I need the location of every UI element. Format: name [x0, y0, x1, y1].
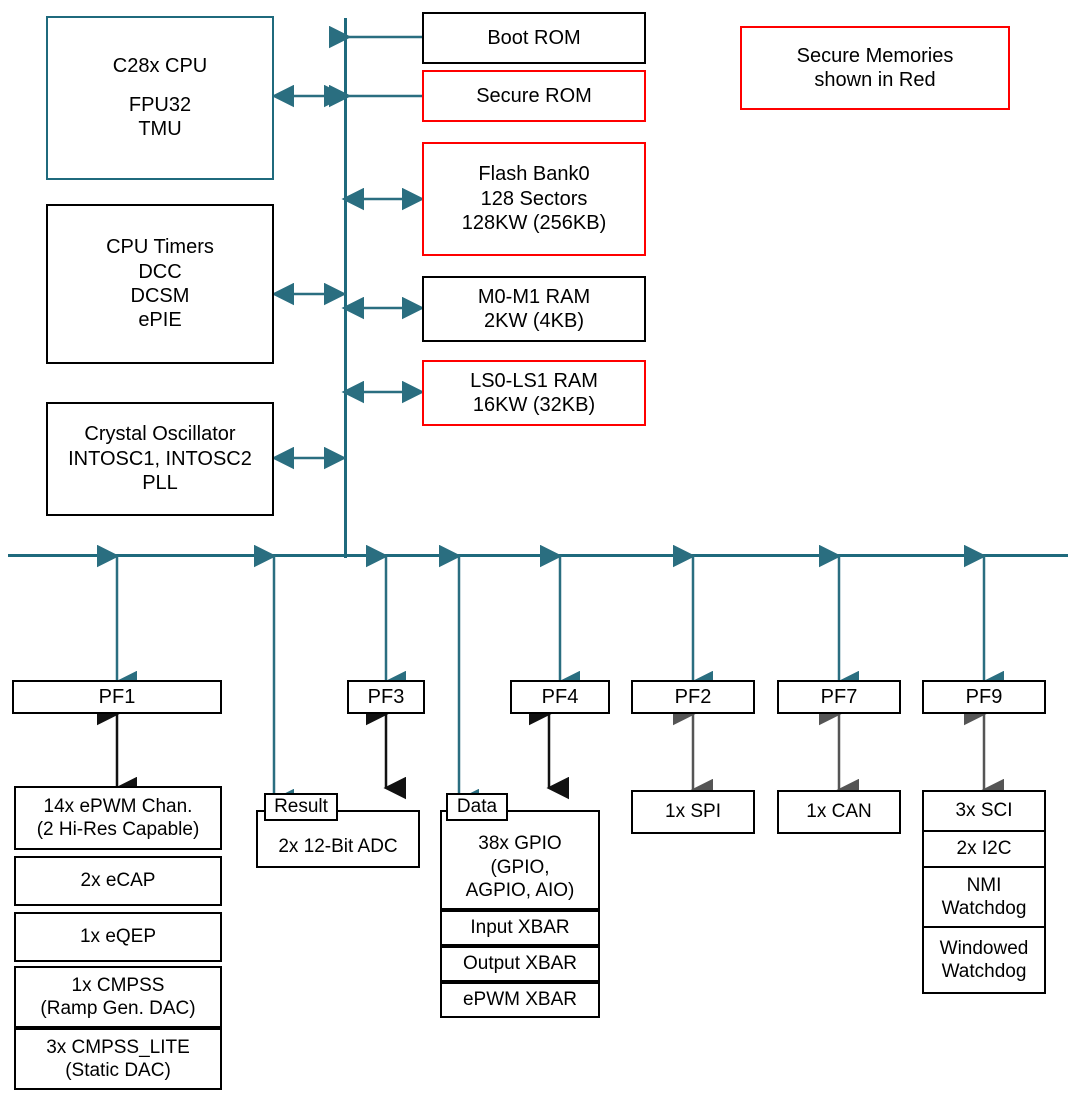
secure-rom-block — [422, 70, 646, 122]
output-xbar-label: Output XBAR — [462, 953, 578, 975]
c28x-cpu-block — [46, 16, 274, 180]
pf7-label: PF7 — [820, 685, 858, 708]
pf3-label: PF3 — [367, 685, 405, 708]
nmi-line-1: NMI — [966, 874, 1002, 896]
legend-line-1: Secure Memories — [796, 44, 954, 67]
pf4-block — [510, 680, 610, 714]
cpu-line-4: TMU — [138, 118, 182, 141]
cmpss-block — [14, 966, 222, 1028]
m0m1-line-2: 2KW (4KB) — [483, 310, 585, 332]
output-xbar-block — [440, 946, 600, 982]
gpio-line-2: (GPIO, — [490, 856, 550, 878]
epwm-line-2: (2 Hi-Res Capable) — [36, 819, 200, 840]
windowed-watchdog-block — [922, 926, 1046, 994]
crystal-oscillator-block — [46, 402, 274, 516]
gpio-line-3: AGPIO, AIO) — [465, 879, 575, 901]
data-label: Data — [456, 796, 498, 818]
windowed-line-2: Watchdog — [941, 961, 1027, 982]
cmpss-lite-line-1: 3x CMPSS_LITE — [46, 1036, 190, 1058]
nmi-watchdog-block — [922, 866, 1046, 928]
ls0ls1-line-1: LS0-LS1 RAM — [470, 369, 598, 392]
cmpss-lite-block — [14, 1028, 222, 1090]
flash-line-2: 128 Sectors — [480, 187, 588, 210]
adc-label: 2x 12-Bit ADC — [278, 835, 398, 857]
boot-rom-label: Boot ROM — [487, 26, 581, 49]
ecap-label: 2x eCAP — [80, 870, 156, 892]
m0-m1-ram-block — [422, 276, 646, 342]
gpio-line-1: 38x GPIO — [478, 833, 562, 855]
eqep-label: 1x eQEP — [79, 926, 157, 948]
i2c-block — [922, 830, 1046, 868]
pf9-block — [922, 680, 1046, 714]
pf1-block — [12, 680, 222, 714]
timers-line-4: ePIE — [138, 309, 182, 332]
can-block — [777, 790, 901, 834]
data-tag — [446, 793, 508, 821]
result-label: Result — [274, 796, 328, 818]
epwm-xbar-block — [440, 982, 600, 1018]
eqep-block — [14, 912, 222, 962]
peripheral-bus-horizontal — [8, 554, 1068, 557]
cpu-line-3: FPU32 — [128, 93, 192, 116]
can-label: 1x CAN — [806, 801, 872, 823]
timers-line-3: DCSM — [130, 285, 190, 307]
flash-bank0-block — [422, 142, 646, 256]
pf4-label: PF4 — [541, 685, 579, 708]
ls0ls1-line-2: 16KW (32KB) — [472, 394, 596, 416]
pf2-block — [631, 680, 755, 714]
memory-bus-vertical — [344, 18, 347, 558]
epwm-xbar-label: ePWM XBAR — [462, 989, 578, 1011]
input-xbar-label: Input XBAR — [470, 917, 570, 939]
pf1-label: PF1 — [98, 685, 136, 708]
spi-block — [631, 790, 755, 834]
pf9-label: PF9 — [965, 685, 1003, 708]
timers-line-2: DCC — [138, 260, 182, 283]
secure-rom-label: Secure ROM — [476, 84, 592, 107]
windowed-line-1: Windowed — [939, 937, 1029, 959]
legend-line-2: shown in Red — [814, 69, 936, 91]
timers-line-1: CPU Timers — [106, 236, 214, 259]
cpu-line-1: C28x CPU — [112, 55, 208, 78]
sci-block — [922, 790, 1046, 832]
osc-line-3: PLL — [142, 472, 178, 495]
flash-line-1: Flash Bank0 — [478, 163, 590, 186]
boot-rom-block — [422, 12, 646, 64]
cpu-timers-block — [46, 204, 274, 364]
sci-label: 3x SCI — [955, 800, 1013, 822]
i2c-label: 2x I2C — [956, 838, 1012, 860]
pf7-block — [777, 680, 901, 714]
result-tag — [264, 793, 338, 821]
spi-label: 1x SPI — [665, 801, 721, 823]
osc-line-1: Crystal Oscillator — [84, 423, 236, 446]
flash-line-3: 128KW (256KB) — [461, 212, 607, 235]
input-xbar-block — [440, 910, 600, 946]
pf2-label: PF2 — [674, 685, 712, 708]
gpio-block — [440, 810, 600, 910]
pf3-block — [347, 680, 425, 714]
cmpss-lite-line-2: (Static DAC) — [65, 1060, 171, 1081]
m0m1-line-1: M0-M1 RAM — [477, 285, 591, 308]
nmi-line-2: Watchdog — [941, 898, 1027, 919]
cmpss-line-1: 1x CMPSS — [71, 974, 165, 996]
epwm-line-1: 14x ePWM Chan. — [43, 795, 193, 817]
ls0-ls1-ram-block — [422, 360, 646, 426]
osc-line-2: INTOSC1, INTOSC2 — [68, 447, 252, 470]
cpu-spacer — [48, 79, 272, 93]
legend-secure-memories — [740, 26, 1010, 110]
epwm-block — [14, 786, 222, 850]
ecap-block — [14, 856, 222, 906]
cmpss-line-2: (Ramp Gen. DAC) — [40, 998, 196, 1019]
